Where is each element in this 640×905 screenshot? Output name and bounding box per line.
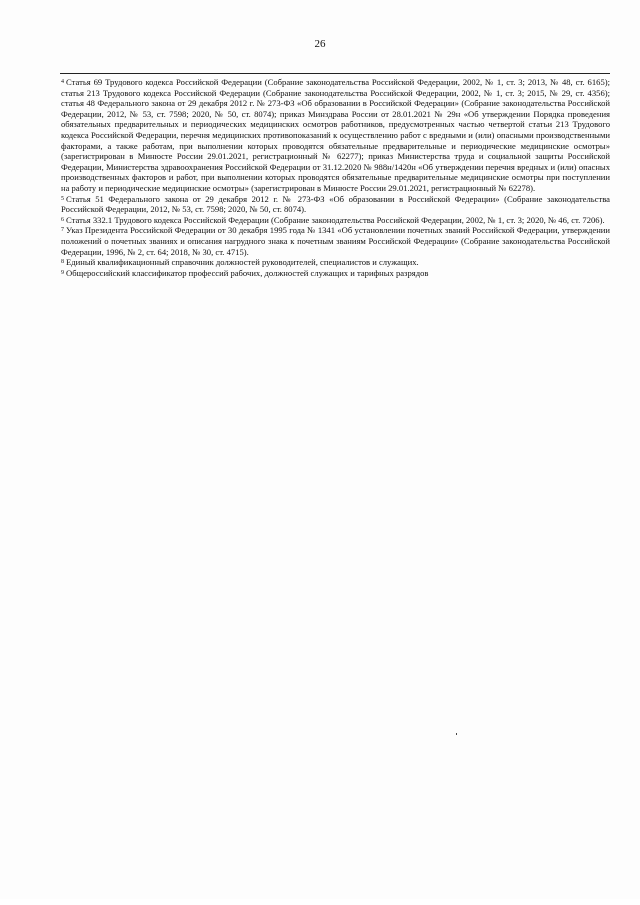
footnote-text: Статья 332.1 Трудового кодекса Российской Федерации (Собрание законодательства Российской Федерации, 2002, № 1, ст. 3; 2020, № 46, ст. 7206). (66, 214, 605, 225)
page-number: 26 (314, 38, 326, 50)
scan-edge (0, 899, 640, 905)
footnote-separator (60, 73, 610, 74)
footnote-mark: 4 (61, 79, 64, 85)
footnote-9 (61, 268, 610, 279)
footnote-4 (61, 77, 610, 194)
footnote-text: Единый квалификационный справочник должностей руководителей, специалистов и служащих. (66, 257, 419, 268)
footnote-mark: 7 (61, 227, 64, 234)
footnote-5 (61, 194, 610, 215)
footnote-text: Указ Президента Российской Федерации от 30 декабря 1995 года № 1341 «Об установлении почетных званий Российской Федерации, утверждении положений о почетных званиях и описания нагрудного знака к почетным званиям Российской Федерации» (Собрание законодательства Российской Федерации, 1996, № 2, ст. 64; 2018, № 30, ст. 4715). (61, 225, 610, 257)
footnotes (61, 77, 610, 278)
footnote-mark: 9 (61, 269, 64, 276)
footnote-text: Статья 69 Трудового кодекса Российской Федерации (Собрание законодательства Российской Федерации, 2002, № 1, ст. 3; 2013, № 48, ст. 6165); статья 213 Трудового кодекса Российской Федерации (Собрание законодательства Российской Федерации, 2002, № 1, ст. 3; 2015, № 29, ст. 4356); статья 48 Федерального закона от 29 декабря 2012 г. № 273-ФЗ «Об образовании в Российской Федерации» (Собрание законодательства Российской Федерации, 2012, № 53, ст. 7598; 2020, № 50, ст. 8074); приказ Минздрава России от 28.01.2021 № 29н «Об утверждении Порядка проведения обязательных предварительных и периодических медицинских осмотров работников, предусмотренных частью четвертой статьи 213 Трудового кодекса Российской Федерации, перечня медицинских противопоказаний к осуществлению работ с вредными и (или) опасными производственными факторами, а также работам, при выполнении которых проводятся обязательные предварительные и периодические медицинские осмотры» (зарегистрирован в Минюсте России 29.01.2021, регистрационный № 62277); приказ Министерства труда и социальной защиты Российской Федерации, Министерства здравоохранения Российской Федерации от 31.12.2020 № 988н/1420н «Об утверждении перечня вредных и (или) опасных производственных факторов и работ, при выполнении которых проводятся обязательные предварительные медицинские осмотры при поступлении на работу и периодические медицинские осмотры» (зарегистрирован в Минюсте России 29.01.2021, регистрационный № 62278). (61, 77, 610, 193)
footnote-7 (61, 225, 610, 257)
footnote-mark: 8 (61, 259, 64, 266)
footnote-text: Статья 51 Федерального закона от 29 декабря 2012 г. № 273-ФЗ «Об образовании в Российской Федерации» (Собрание законодательства Российской Федерации, 2012, № 53, ст. 7598; 2020, № 50, ст. 8074). (61, 193, 610, 215)
footnote-mark: 5 (61, 195, 64, 202)
footnote-8 (61, 257, 610, 268)
footnote-6 (61, 215, 610, 226)
scan-speck (456, 733, 457, 735)
footnote-mark: 6 (61, 216, 64, 223)
footnote-text: Общероссийский классификатор профессий рабочих, должностей служащих и тарифных разрядов (66, 267, 429, 278)
